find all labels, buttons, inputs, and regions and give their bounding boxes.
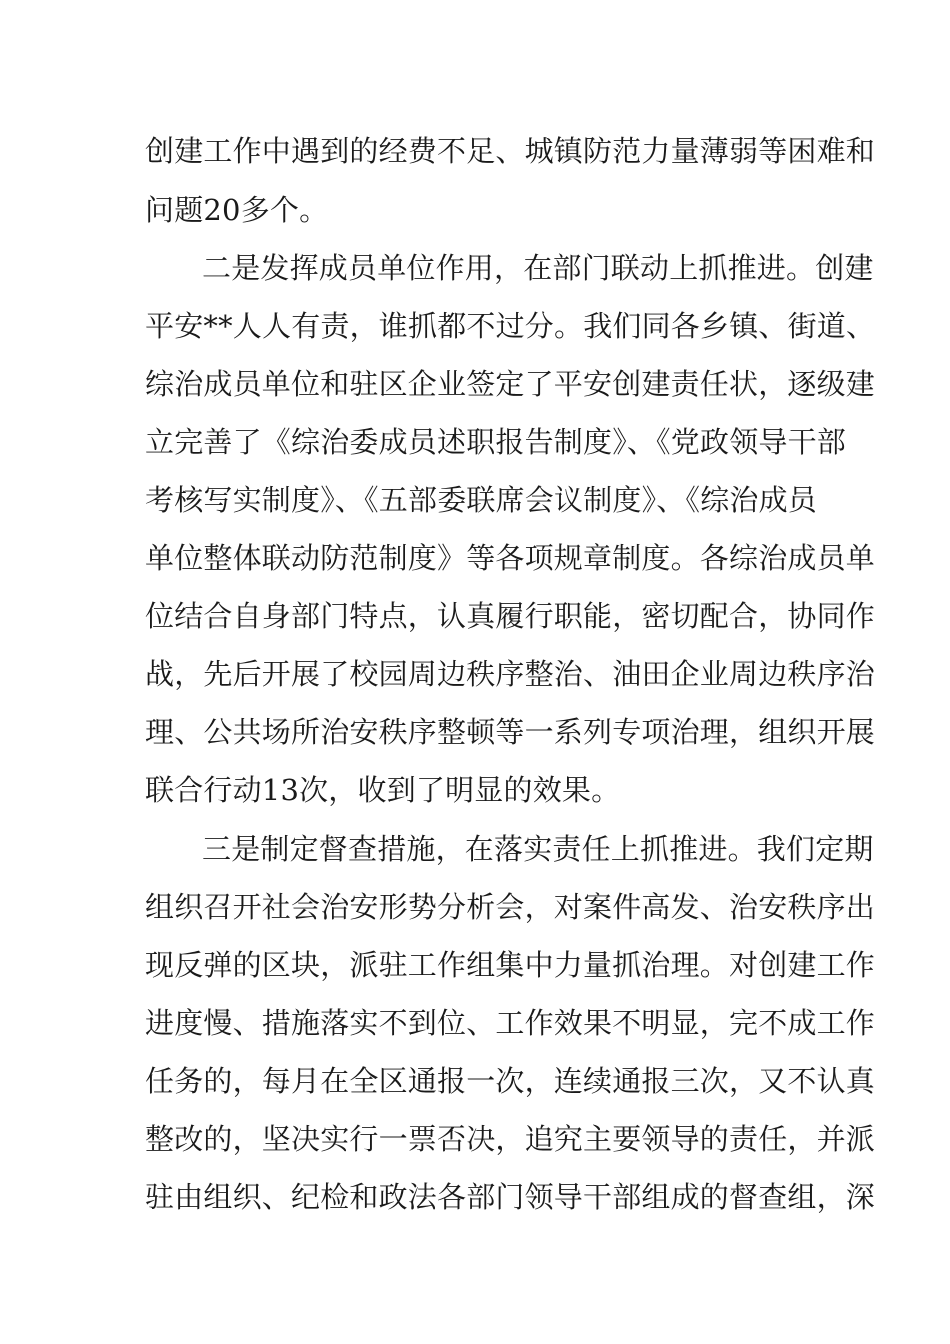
text-line: 任务的，每月在全区通报一次，连续通报三次，又不认真 xyxy=(145,1064,876,1098)
text-line: 进度慢、措施落实不到位、工作效果不明显，完不成工作 xyxy=(145,1006,876,1040)
paragraph-start-line: 三是制定督查措施，在落实责任上抓推进。我们定期 xyxy=(202,832,874,866)
text-line: 问题20多个。 xyxy=(145,193,329,227)
text-line: 驻由组织、纪检和政法各部门领导干部组成的督查组，深 xyxy=(145,1180,876,1214)
text-line: 现反弹的区块，派驻工作组集中力量抓治理。对创建工作 xyxy=(145,948,876,982)
paragraph-start-line: 二是发挥成员单位作用，在部门联动上抓推进。创建 xyxy=(202,251,874,285)
text-line: 综治成员单位和驻区企业签定了平安创建责任状，逐级建 xyxy=(145,367,876,401)
text-line: 立完善了《综治委成员述职报告制度》、《党政领导干部 xyxy=(145,425,847,459)
text-line: 考核写实制度》、《五部委联席会议制度》、《综治成员 xyxy=(145,483,818,517)
text-line: 单位整体联动防范制度》等各项规章制度。各综治成员单 xyxy=(145,541,876,575)
text-line: 理、公共场所治安秩序整顿等一系列专项治理，组织开展 xyxy=(145,715,876,749)
text-line: 战，先后开展了校园周边秩序整治、油田企业周边秩序治 xyxy=(145,657,876,691)
text-line: 联合行动13次，收到了明显的效果。 xyxy=(145,773,621,807)
text-line: 整改的，坚决实行一票否决，追究主要领导的责任，并派 xyxy=(145,1122,876,1156)
text-line: 创建工作中遇到的经费不足、城镇防范力量薄弱等困难和 xyxy=(145,134,876,168)
text-line: 组织召开社会治安形势分析会，对案件高发、治安秩序出 xyxy=(145,890,876,924)
text-line: 位结合自身部门特点，认真履行职能，密切配合，协同作 xyxy=(145,599,876,633)
text-line: 平安**人人有责，谁抓都不过分。我们同各乡镇、街道、 xyxy=(145,309,876,343)
